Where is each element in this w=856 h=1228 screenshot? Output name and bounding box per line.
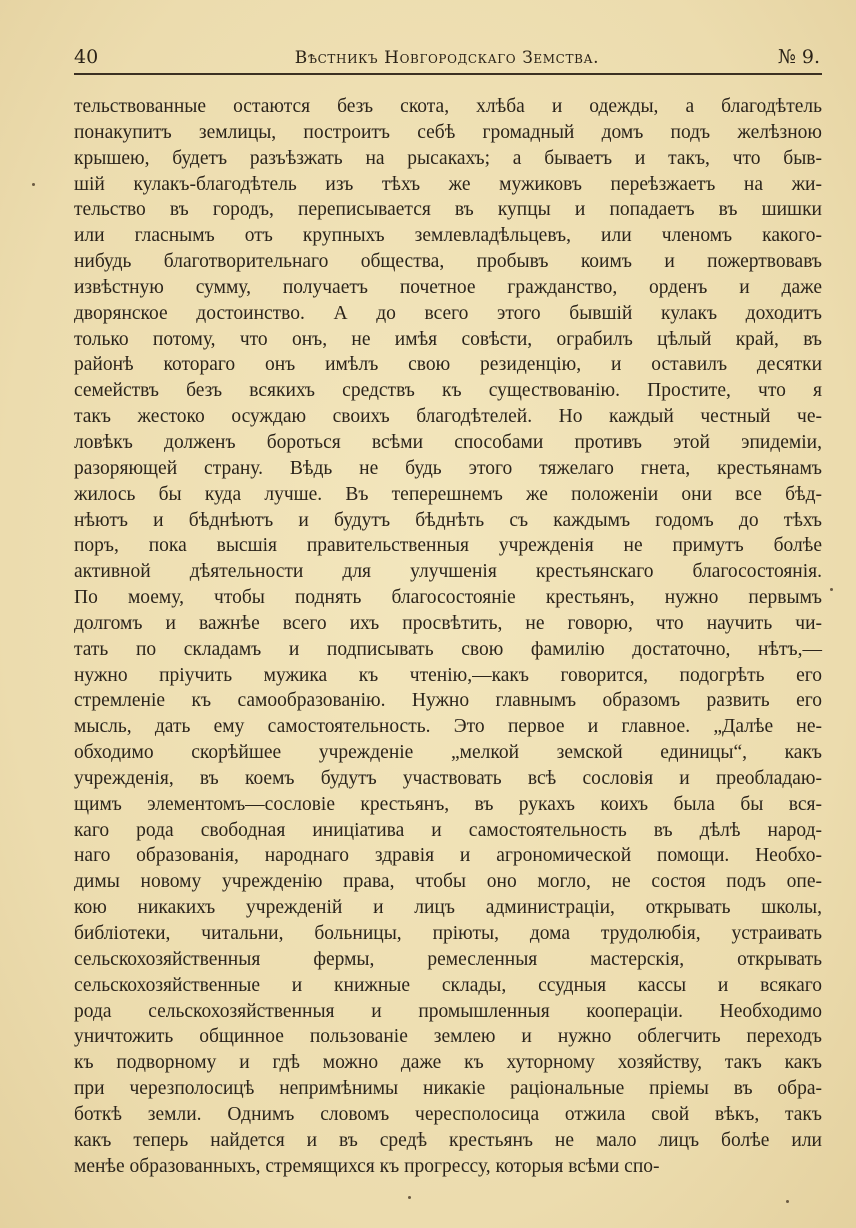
text-line: долгомъ и важнѣе всего ихъ просвѣтить, не говорю, что научить чи- [74, 612, 822, 634]
paper-speck [830, 588, 833, 591]
text-line: дворянское достоинство. А до всего этого бывшій кулакъ доходитъ [74, 302, 822, 324]
text-line: библіотеки, читальни, больницы, пріюты, дома трудолюбія, устраивать [74, 923, 822, 944]
text-line: сельскохозяйственные и книжные склады, ссудныя кассы и всякаго [74, 974, 822, 996]
text-line: обходимо скорѣйшее учрежденіе „мелкой земской единицы“, какъ [74, 742, 822, 764]
article-body [74, 94, 822, 1179]
text-line: менѣе образованныхъ, стремящихся къ прогрессу, которыя всѣми спо- [74, 1155, 660, 1177]
text-line: щимъ элементомъ—сословіе крестьянъ, въ рукахъ коихъ была бы вся- [74, 793, 822, 815]
paper-speck [32, 183, 35, 186]
text-line: активной дѣятельности для улучшенія крестьянскаго благосостоянія. [74, 561, 822, 583]
text-line: димы новому учрежденію права, чтобы оно могло, не состоя подъ опе- [74, 871, 822, 893]
text-line: или гласнымъ отъ крупныхъ землевладѣльцевъ, или членомъ какого- [74, 225, 822, 247]
journal-title: Вѣстникъ Новгородскаго Земства. [294, 48, 600, 68]
text-line: жилось бы куда лучше. Въ теперешнемъ же положеніи они все бѣд- [74, 483, 822, 505]
text-line: нибудь благотворительнаго общества, пробывъ коимъ и пожертвовавъ [74, 251, 822, 273]
text-line: По моему, чтобы поднять благосостояніе крестьянъ, нужно первымъ [74, 587, 822, 609]
text-line: поръ, пока высшія правительственныя учрежденія не примутъ болѣе [74, 535, 822, 557]
page-header [74, 44, 820, 74]
issue-number: № 9. [777, 46, 820, 68]
text-line: ловѣкъ долженъ бороться всѣми способами противъ этой эпидеміи, [74, 431, 822, 453]
text-line: шій кулакъ-благодѣтель изъ тѣхъ же мужиковъ переѣзжаетъ на жи- [74, 173, 822, 195]
text-line: крышею, будетъ разъѣзжать на рысакахъ; а бываетъ и такъ, что быв- [74, 147, 822, 169]
text-line: учрежденія, въ коемъ будутъ участвовать всѣ сословія и преобладаю- [74, 767, 822, 789]
text-line: тельство въ городъ, переписывается въ купцы и попадаетъ въ шишки [74, 199, 822, 221]
text-line: боткѣ земли. Однимъ словомъ чересполосица отжила свой вѣкъ, такъ [74, 1103, 822, 1125]
text-line: семействъ безъ всякихъ средствъ къ существованію. Простите, что я [74, 380, 822, 402]
text-line: наго образованія, народнаго здравія и агрономической помощи. Необхо- [74, 845, 822, 867]
text-line: какъ теперь найдется и въ средѣ крестьянъ не мало лицъ болѣе или [74, 1129, 822, 1151]
text-line: районѣ котораго онъ имѣлъ свою резиденцію, и оставилъ десятки [74, 354, 822, 376]
text-line: мысль, дать ему самостоятельность. Это первое и главное. „Далѣе не- [74, 716, 822, 738]
text-line: кою никакихъ учрежденій и лицъ администраціи, открывать школы, [74, 897, 822, 919]
text-line: уничтожить общинное пользованіе землею и нужно облегчить переходъ [74, 1026, 822, 1048]
page-number: 40 [74, 46, 99, 68]
paper-speck [786, 1200, 789, 1203]
text-line: стремленіе къ самообразованію. Нужно главнымъ образомъ развить его [74, 690, 822, 712]
text-line: къ подворному и гдѣ можно даже къ хуторному хозяйству, такъ какъ [74, 1052, 822, 1074]
text-line: только потому, что онъ, не имѣя совѣсти, ограбилъ цѣлый край, въ [74, 328, 822, 350]
text-line: понакупитъ землицы, построитъ себѣ громадный домъ подъ желѣзною [74, 121, 822, 143]
text-line: тать по складамъ и подписывать свою фамилію достаточно, нѣтъ,— [74, 638, 822, 660]
text-line: сельскохозяйственныя фермы, ремесленныя мастерскія, открывать [74, 948, 822, 970]
paper-speck [408, 1196, 411, 1199]
text-line: такъ жестоко осуждаю своихъ благодѣтелей. Но каждый честный че- [74, 406, 822, 428]
text-line: рода сельскохозяйственныя и промышленныя коопераціи. Необходимо [74, 1000, 822, 1022]
text-line: каго рода свободная иниціатива и самостоятельность въ дѣлѣ народ- [74, 819, 822, 841]
header-rule [74, 73, 822, 75]
text-line: нѣютъ и бѣднѣютъ и будутъ бѣднѣть съ каждымъ годомъ до тѣхъ [74, 509, 822, 531]
text-line: при черезполосицѣ непримѣнимы никакіе раціональные пріемы въ обра- [74, 1078, 822, 1100]
text-line: разоряющей страну. Вѣдь не будь этого тяжелаго гнета, крестьянамъ [74, 457, 822, 479]
text-line: нужно пріучить мужика къ чтенію,—какъ говорится, подогрѣть его [74, 664, 822, 686]
text-line: извѣстную сумму, получаетъ почетное гражданство, орденъ и даже [74, 276, 822, 298]
text-line: тельствованные остаются безъ скота, хлѣба и одежды, а благодѣтель [74, 96, 822, 117]
